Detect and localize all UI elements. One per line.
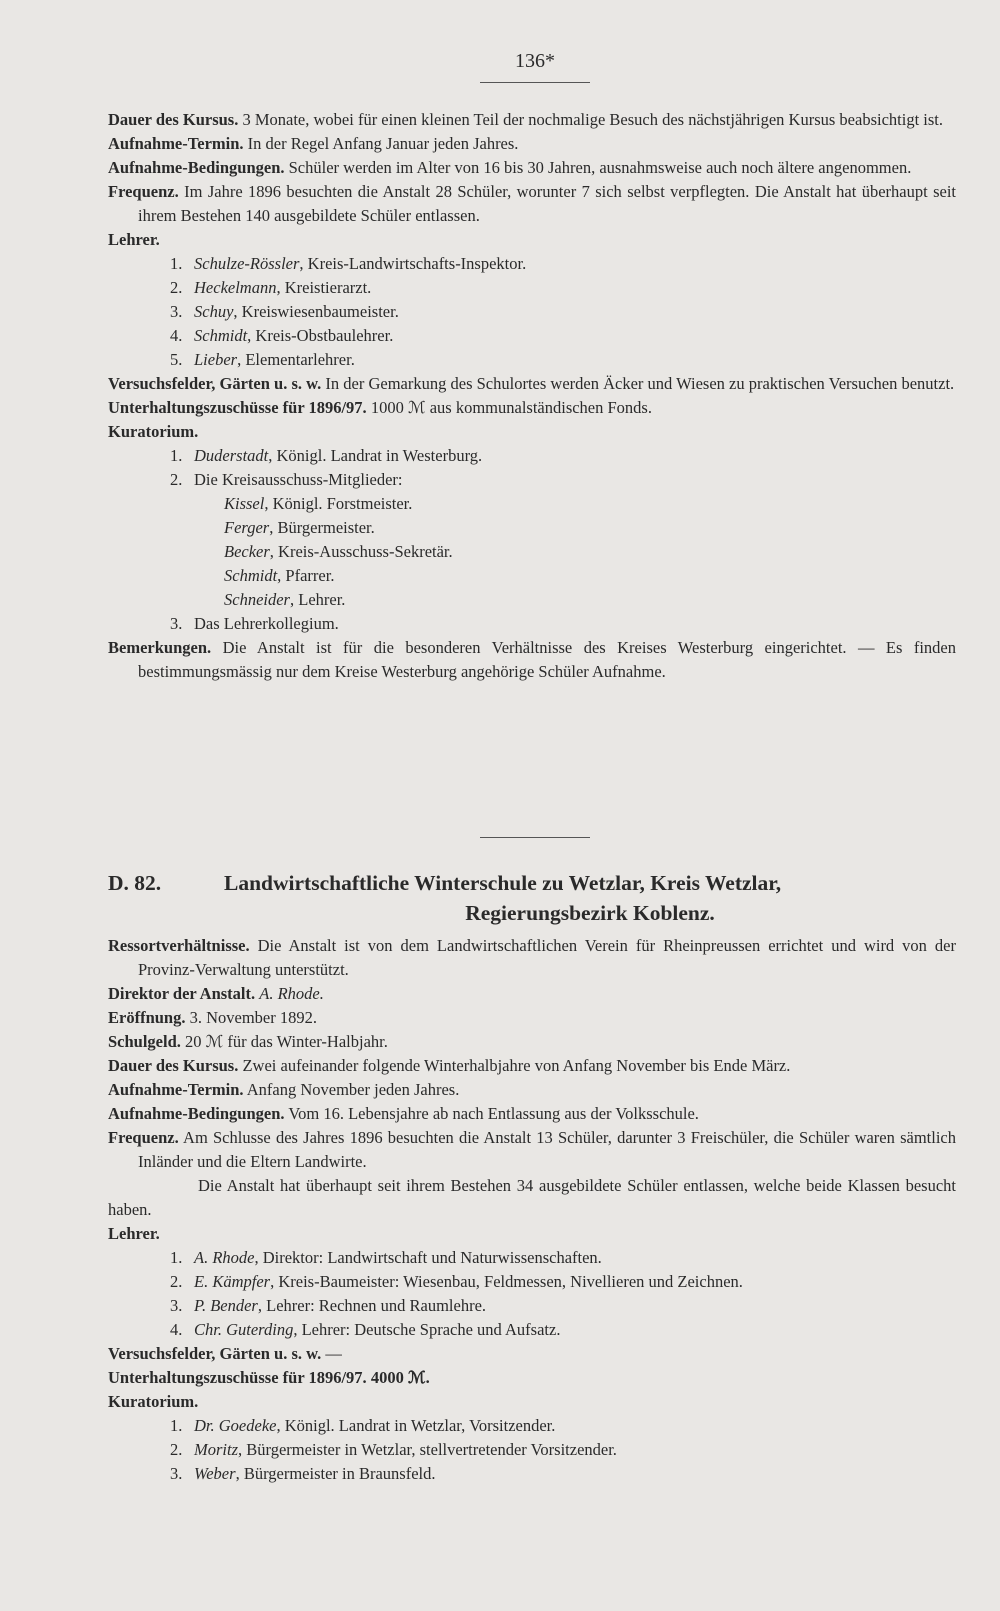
list-item: Kissel, Königl. Forstmeister. [224, 494, 413, 513]
kuratorium-label: Kuratorium. [108, 1392, 199, 1411]
zuschuesse-text: 4000 ℳ. [370, 1368, 430, 1387]
list-item: 1. Schulze-Rössler, Kreis-Landwirtschafts-Inspektor. [170, 254, 527, 273]
termin-text: Anfang November jeden Jahres. [246, 1080, 460, 1099]
versuchsfelder-label: Versuchsfelder, Gärten u. s. w. [108, 374, 322, 393]
lehrer-label: Lehrer. [108, 230, 160, 249]
versuchsfelder-text: — [325, 1344, 342, 1363]
list-item: 5. Lieber, Elementarlehrer. [170, 350, 355, 369]
versuchsfelder-paragraph [108, 372, 956, 396]
list-item: Schmidt, Pfarrer. [224, 566, 335, 585]
frequenz-paragraph [108, 1126, 956, 1174]
section-heading [108, 868, 956, 898]
list-item: 3. Schuy, Kreiswiesenbaumeister. [170, 302, 399, 321]
eroeffnung-paragraph [108, 1006, 956, 1030]
list-item: 1. Duderstadt, Königl. Landrat in Westerburg. [170, 446, 483, 465]
section-title-line2: Regierungsbezirk Koblenz. [465, 901, 715, 925]
frequenz-label: Frequenz. [108, 1128, 179, 1147]
dauer-paragraph [108, 1054, 956, 1078]
bedingungen-paragraph [108, 156, 956, 180]
list-item: 4. Schmidt, Kreis-Obstbaulehrer. [170, 326, 394, 345]
bedingungen-label: Aufnahme-Bedingungen. [108, 158, 285, 177]
previous-entry-continuation [108, 108, 956, 684]
list-item: 2. Moritz, Bürgermeister in Wetzlar, stellvertretender Vorsitzender. [170, 1440, 617, 1459]
zuschuesse-label: Unterhaltungszuschüsse für 1896/97. [108, 398, 367, 417]
dauer-text: 3 Monate, wobei für einen kleinen Teil der nochmalige Besuch des nächstjährigen Kursus beabsichtigt ist. [242, 110, 943, 129]
zuschuesse-text: 1000 ℳ aus kommunalständischen Fonds. [370, 398, 652, 417]
direktor-paragraph [108, 982, 956, 1006]
frequenz-text: Am Schlusse des Jahres 1896 besuchten die Anstalt 13 Schüler, darunter 3 Freischüler, die Schüler waren sämtlich Inländer und die Eltern Landwirte. [138, 1128, 956, 1171]
termin-paragraph [108, 1078, 956, 1102]
list-item: 3. Das Lehrerkollegium. [170, 614, 339, 633]
frequenz-paragraph [108, 180, 956, 228]
versuchsfelder-paragraph [108, 1342, 956, 1366]
ressort-paragraph [108, 934, 956, 982]
bedingungen-text: Schüler werden im Alter von 16 bis 30 Jahren, ausnahmsweise auch noch ältere angenommen. [288, 158, 912, 177]
dauer-label: Dauer des Kursus. [108, 110, 239, 129]
ressort-label: Ressortverhältnisse. [108, 936, 250, 955]
page-number-rule [480, 82, 590, 83]
section-divider [480, 837, 590, 838]
list-item: Ferger, Bürgermeister. [224, 518, 375, 537]
schulgeld-label: Schulgeld. [108, 1032, 181, 1051]
termin-paragraph [108, 132, 956, 156]
section-title-line1: Landwirtschaftliche Winterschule zu Wetzlar, Kreis Wetzlar, [224, 871, 782, 895]
list-item: 4. Chr. Guterding, Lehrer: Deutsche Sprache und Aufsatz. [170, 1320, 561, 1339]
bemerkungen-label: Bemerkungen. [108, 638, 212, 657]
bedingungen-paragraph [108, 1102, 956, 1126]
schulgeld-paragraph [108, 1030, 956, 1054]
termin-label: Aufnahme-Termin. [108, 134, 244, 153]
bedingungen-text: Vom 16. Lebensjahre ab nach Entlassung aus der Volksschule. [288, 1104, 699, 1123]
list-item: 1. A. Rhode, Direktor: Landwirtschaft und Naturwissenschaften. [170, 1248, 602, 1267]
frequenz-text-continued: Die Anstalt hat überhaupt seit ihrem Bestehen 34 ausgebildete Schüler entlassen, welche beide Klassen besucht haben. [108, 1176, 956, 1219]
page-number: 136* [515, 50, 555, 72]
bedingungen-label: Aufnahme-Bedingungen. [108, 1104, 285, 1123]
zuschuesse-label: Unterhaltungszuschüsse für 1896/97. [108, 1368, 367, 1387]
ressort-text: Die Anstalt ist von dem Landwirtschaftlichen Verein für Rheinpreussen errichtet und wird von der Provinz-Verwaltung unterstützt. [138, 936, 956, 979]
bemerkungen-text: Die Anstalt ist für die besonderen Verhältnisse des Kreises Westerburg eingerichtet. — Es finden bestimmungsmässig nur dem Kreise Westerburg angehörige Schüler Aufnahme. [138, 638, 957, 681]
termin-text: In der Regel Anfang Januar jeden Jahres. [247, 134, 519, 153]
dauer-label: Dauer des Kursus. [108, 1056, 239, 1075]
schulgeld-text: 20 ℳ für das Winter-Halbjahr. [185, 1032, 388, 1051]
frequenz-label: Frequenz. [108, 182, 179, 201]
termin-label: Aufnahme-Termin. [108, 1080, 244, 1099]
direktor-text: A. Rhode. [259, 984, 324, 1003]
list-item: 2. E. Kämpfer, Kreis-Baumeister: Wiesenbau, Feldmessen, Nivellieren und Zeichnen. [170, 1272, 743, 1291]
list-item: Schneider, Lehrer. [224, 590, 346, 609]
zuschuesse-paragraph [108, 1366, 956, 1390]
lehrer-label: Lehrer. [108, 1224, 160, 1243]
list-item: 3. Weber, Bürgermeister in Braunsfeld. [170, 1464, 436, 1483]
list-item: 2. Heckelmann, Kreistierarzt. [170, 278, 372, 297]
section-code: D. 82. [108, 871, 162, 895]
dauer-text: Zwei aufeinander folgende Winterhalbjahre von Anfang November bis Ende März. [242, 1056, 791, 1075]
direktor-label: Direktor der Anstalt. [108, 984, 256, 1003]
list-item: 2. Die Kreisausschuss-Mitglieder: [170, 470, 403, 489]
kuratorium-label: Kuratorium. [108, 422, 199, 441]
frequenz-text: Im Jahre 1896 besuchten die Anstalt 28 Schüler, worunter 7 sich selbst verpflegten. Die Anstalt hat überhaupt seit ihrem Bestehen 140 ausgebildete Schüler entlassen. [138, 182, 956, 225]
versuchsfelder-text: In der Gemarkung des Schulortes werden Äcker und Wiesen zu praktischen Versuchen benutzt. [325, 374, 955, 393]
section-d82 [108, 868, 956, 1486]
versuchsfelder-label: Versuchsfelder, Gärten u. s. w. [108, 1344, 322, 1363]
dauer-paragraph [108, 108, 956, 132]
eroeffnung-text: 3. November 1892. [189, 1008, 318, 1027]
list-item: 3. P. Bender, Lehrer: Rechnen und Raumlehre. [170, 1296, 487, 1315]
zuschuesse-paragraph [108, 396, 956, 420]
list-item: Becker, Kreis-Ausschuss-Sekretär. [224, 542, 453, 561]
bemerkungen-paragraph [108, 636, 956, 684]
list-item: 1. Dr. Goedeke, Königl. Landrat in Wetzlar, Vorsitzender. [170, 1416, 556, 1435]
eroeffnung-label: Eröffnung. [108, 1008, 186, 1027]
